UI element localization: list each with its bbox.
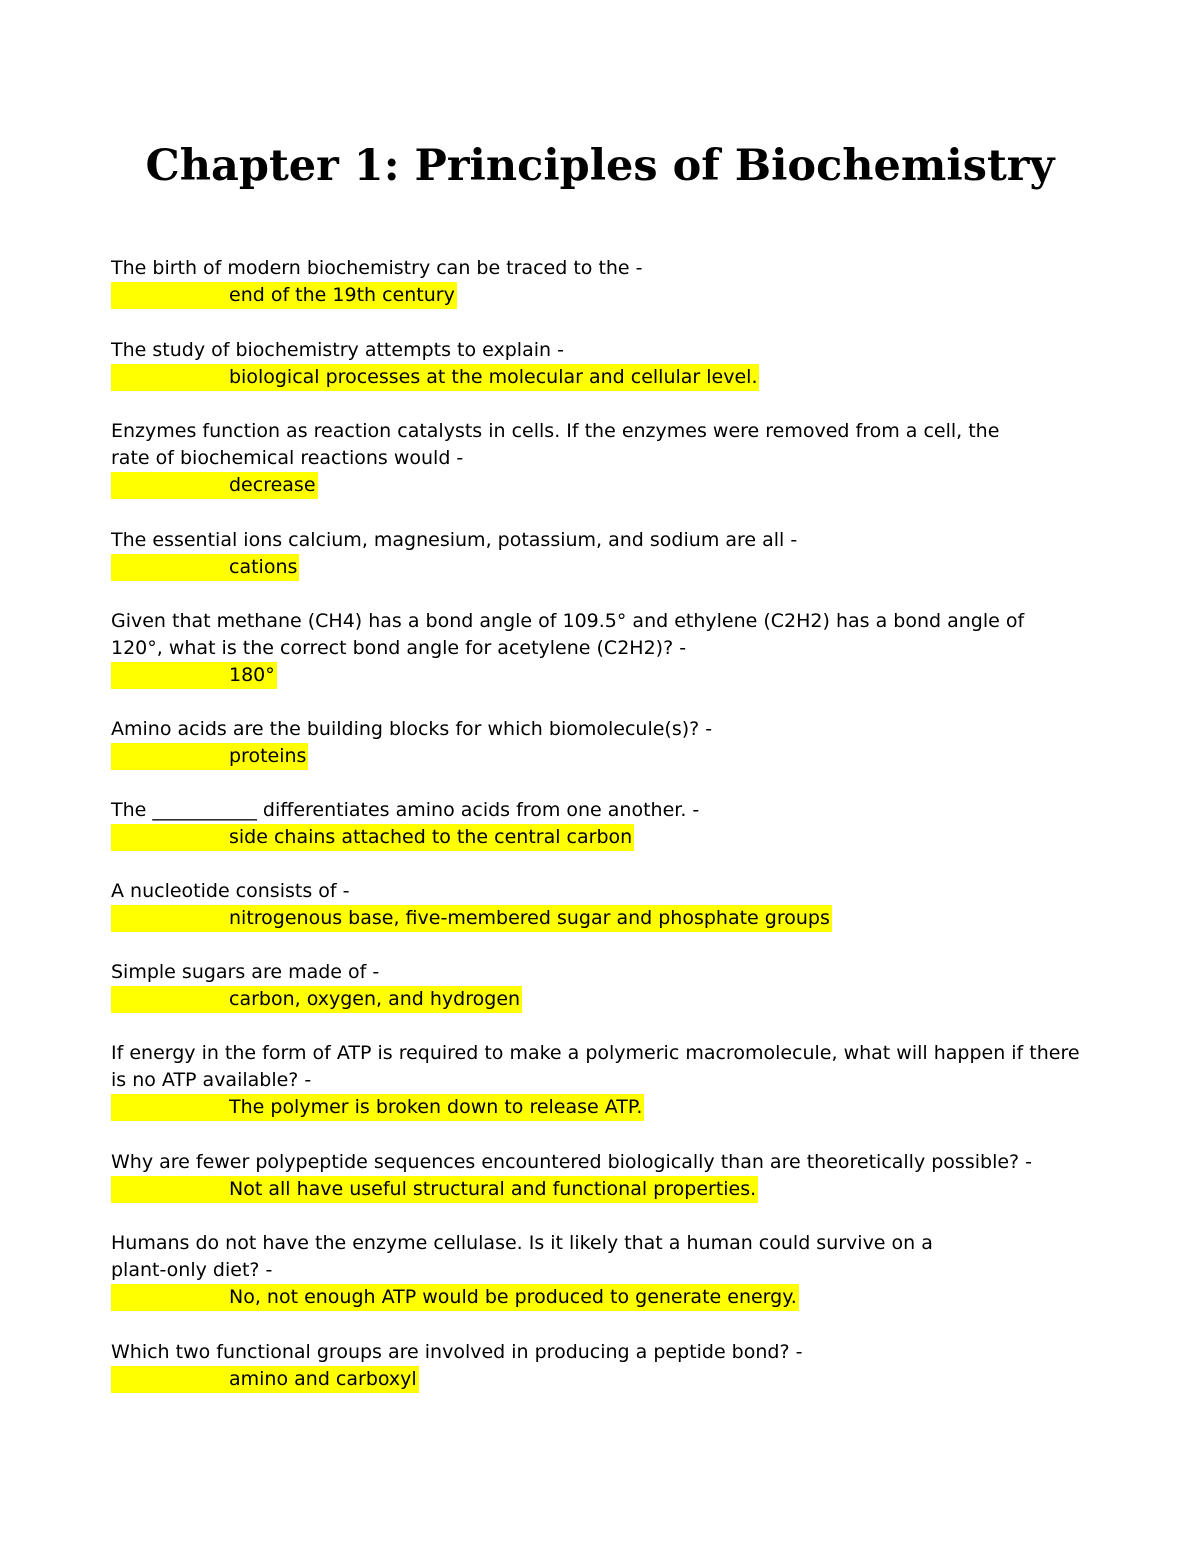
question-text: Given that methane (CH4) has a bond angle of 109.5° and ethylene (C2H2) has a bond angle of: [111, 610, 1025, 632]
answer-highlight: No, not enough ATP would be produced to generate energy.: [111, 1284, 799, 1311]
question-text-line-2: rate of biochemical reactions would -: [111, 447, 464, 469]
answer-highlight: amino and carboxyl: [111, 1366, 419, 1393]
answer-highlight: decrease: [111, 472, 318, 499]
question-text: Amino acids are the building blocks for which biomolecule(s)? -: [111, 718, 713, 740]
qa-item-5: [111, 608, 1111, 689]
qa-item-12: [111, 1230, 1111, 1311]
qa-item-4: [111, 527, 1111, 581]
qa-item-13: [111, 1339, 1111, 1393]
question-text: The essential ions calcium, magnesium, potassium, and sodium are all -: [111, 529, 798, 551]
qa-item-10: [111, 1040, 1111, 1121]
answer-highlight: biological processes at the molecular and cellular level.: [111, 364, 759, 391]
question-text-line-2: plant-only diet? -: [111, 1259, 273, 1281]
qa-item-2: [111, 337, 1111, 391]
qa-item-6: [111, 716, 1111, 770]
answer-highlight: The polymer is broken down to release ATP.: [111, 1094, 644, 1121]
question-text: If energy in the form of ATP is required to make a polymeric macromolecule, what will happen if there: [111, 1042, 1080, 1064]
qa-item-9: [111, 959, 1111, 1013]
question-text: Humans do not have the enzyme cellulase. Is it likely that a human could survive on a: [111, 1232, 933, 1254]
answer-highlight: Not all have useful structural and functional properties.: [111, 1176, 758, 1203]
question-text-line-2: 120°, what is the correct bond angle for acetylene (C2H2)? -: [111, 637, 687, 659]
question-text: Why are fewer polypeptide sequences encountered biologically than are theoretically possible? -: [111, 1151, 1033, 1173]
question-text-line-2: is no ATP available? -: [111, 1069, 312, 1091]
qa-item-3: [111, 418, 1111, 499]
question-text: The birth of modern biochemistry can be traced to the -: [111, 257, 643, 279]
question-text: Simple sugars are made of -: [111, 961, 380, 983]
answer-highlight: end of the 19th century: [111, 282, 457, 309]
answer-highlight: nitrogenous base, five-membered sugar and phosphate groups: [111, 905, 832, 932]
answer-highlight: side chains attached to the central carbon: [111, 824, 634, 851]
qa-item-8: [111, 878, 1111, 932]
question-text: Enzymes function as reaction catalysts in cells. If the enzymes were removed from a cell, the: [111, 420, 1000, 442]
qa-item-7: [111, 797, 1111, 851]
question-text: The study of biochemistry attempts to explain -: [111, 339, 564, 361]
question-text: The ___________ differentiates amino acids from one another. -: [111, 799, 700, 821]
qa-item-11: [111, 1149, 1111, 1203]
answer-highlight: cations: [111, 554, 299, 581]
qa-item-1: [111, 255, 1111, 309]
answer-highlight: carbon, oxygen, and hydrogen: [111, 986, 522, 1013]
question-text: Which two functional groups are involved in producing a peptide bond? -: [111, 1341, 803, 1363]
question-text: A nucleotide consists of -: [111, 880, 350, 902]
answer-highlight: proteins: [111, 743, 308, 770]
answer-highlight: 180°: [111, 662, 277, 689]
page-title: Chapter 1: Principles of Biochemistry: [145, 141, 1055, 191]
